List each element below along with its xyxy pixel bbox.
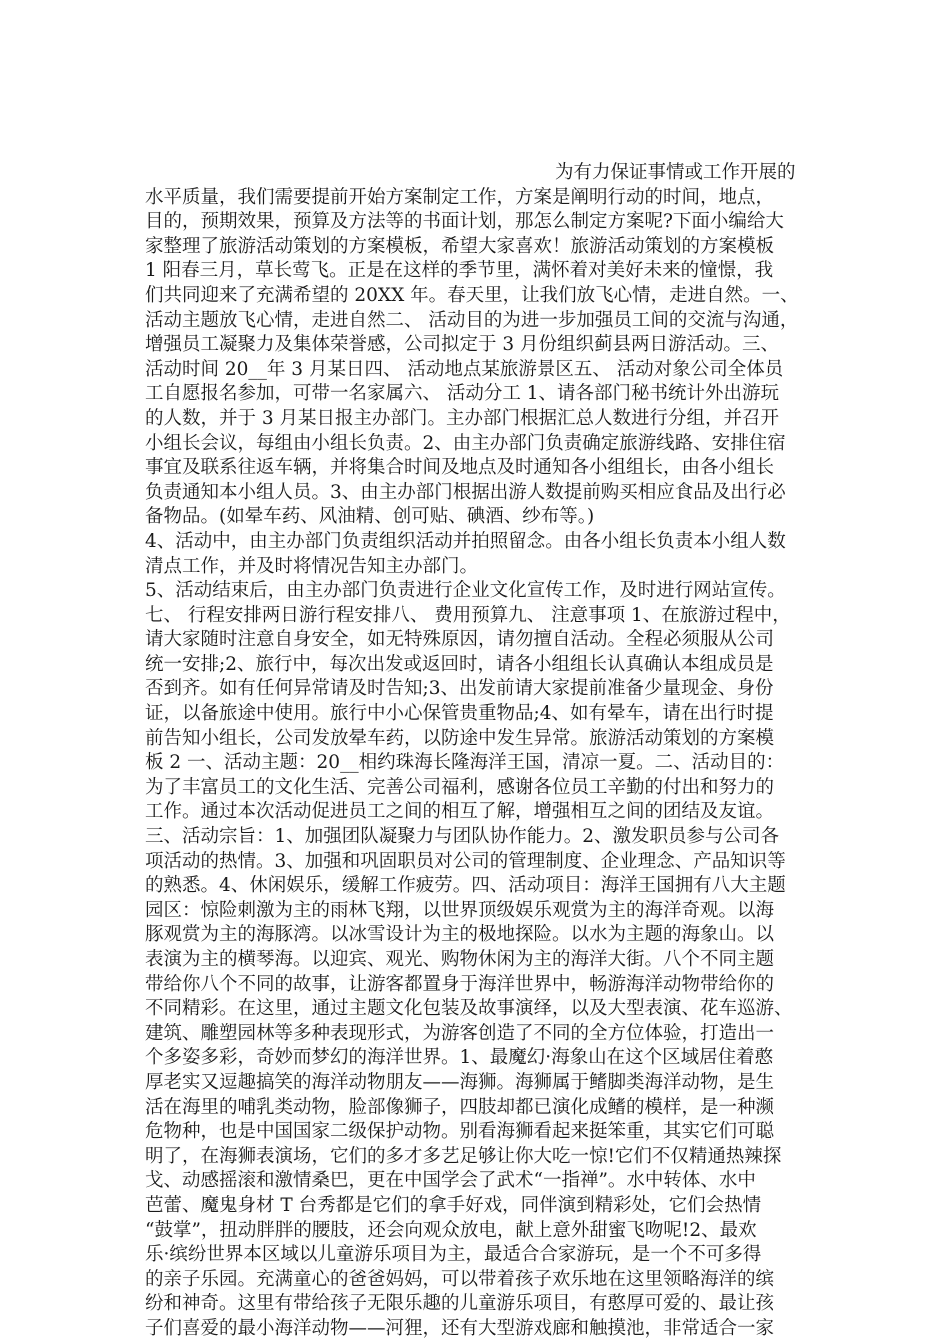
text-line: 活动主题放飞心情，走进自然二、 活动目的为进一步加强员工间的交流与沟通， [145,309,799,331]
text-line: 戈、动感摇滚和激情桑巴，更在中国学会了武术“一指禅”。水中转体、水中 [145,1170,756,1192]
text-line: 带给你八个不同的故事，让游客都置身于海洋世界中，畅游海洋动物带给你的 [145,973,775,995]
text-line: 的人数，并于 3 月某日报主办部门。主办部门根据汇总人数进行分组，并召开 [145,407,780,429]
text-line: 证，以备旅途中使用。旅行中小心保管贵重物品;4、如有晕车，请在出行时提 [145,703,774,725]
text-line: 清点工作，并及时将情况告知主办部门。 [145,555,479,577]
text-line: 备物品。(如晕车药、风油精、创可贴、碘酒、纱布等。) [145,506,595,528]
document-body [145,161,810,1342]
text-line: 增强员工凝聚力及集体荣誉感，公司拟定于 3 月份组织蓟县两日游活动。三、 [145,334,780,356]
text-line: 板 2 一、活动主题：20__相约珠海长隆海洋王国，清凉一夏。二、活动目的： [145,752,785,774]
text-line: 的亲子乐园。充满童心的爸爸妈妈，可以带着孩子欢乐地在这里领略海洋的缤 [145,1268,775,1290]
text-line: 们共同迎来了充满希望的 20XX 年。春天里，让我们放飞心情，走进自然。一、 [145,284,799,306]
text-line: 为有力保证事情或工作开展的 [555,162,796,183]
text-line: 个多姿多彩，奇妙而梦幻的海洋世界。1、最魔幻·海象山在这个区域居住着憨 [145,1047,774,1069]
text-line: 子们喜爱的最小海洋动物——河狸，还有大型游戏廊和触摸池，非常适合一家 [145,1317,775,1339]
text-line: 三、活动宗旨：1、加强团队凝聚力与团队协作能力。2、激发职员参与公司各 [145,826,780,848]
text-line: 统一安排;2、旅行中，每次出发或返回时，请各小组组长认真确认本组成员是 [145,653,774,675]
text-line: 表演为主的横琴海。以迎宾、观光、购物休闲为主的海洋大街。八个不同主题 [145,949,775,970]
text-line: 活动时间 20__年 3 月某日四、 活动地点某旅游景区五、 活动对象公司全体员 [145,358,784,380]
text-line: 工自愿报名参加，可带一名家属六、 活动分工 1、请各部门秘书统计外出游玩 [145,383,780,405]
text-line: 5、活动结束后，由主办部门负责进行企业文化宣传工作，及时进行网站宣传。 [145,580,786,602]
text-line: 前告知小组长，公司发放晕车药，以防途中发生异常。旅游活动策划的方案模 [145,727,775,749]
text-line: 1 阳春三月，草长莺飞。正是在这样的季节里，满怀着对美好未来的憧憬，我 [145,260,774,282]
text-line: 七、 行程安排两日游行程安排八、 费用预算九、 注意事项 1、在旅游过程中， [145,604,791,626]
text-line: 芭蕾、魔鬼身材 T 台秀都是它们的拿手好戏，同伴演到精彩处，它们会热情 [145,1194,762,1216]
text-line: 建筑、雕塑园林等多种表现形式，为游客创造了不同的全方位体验，打造出一 [145,1022,775,1044]
text-line: 负责通知本小组人员。3、由主办部门根据出游人数提前购买相应食品及出行必 [145,481,786,503]
text-line: 项活动的热情。3、加强和巩固职员对公司的管理制度、企业理念、产品知识等 [145,850,786,872]
text-line: 为了丰富员工的文化生活、完善公司福利，感谢各位员工辛勤的付出和努力的 [145,776,775,798]
text-line: 乐·缤纷世界本区域以儿童游乐项目为主，最适合合家游玩，是一个不可多得 [145,1244,762,1266]
text-line: 豚观赏为主的海豚湾。以冰雪设计为主的极地探险。以水为主题的海象山。以 [145,924,775,946]
text-line: “鼓掌”，扭动胖胖的腰肢，还会向观众放电，献上意外甜蜜飞吻呢!2、最欢 [145,1219,757,1241]
text-line: 厚老实又逗趣搞笑的海洋动物朋友——海狮。海狮属于鳍脚类海洋动物，是生 [145,1071,775,1093]
text-line: 请大家随时注意自身安全，如无特殊原因，请勿擅自活动。全程必须服从公司 [145,629,775,651]
text-line: 4、活动中，由主办部门负责组织活动并拍照留念。由各小组长负责本小组人数 [145,530,786,552]
text-line: 否到齐。如有任何异常请及时告知;3、出发前请大家提前准备少量现金、身份 [145,678,774,700]
text-line: 家整理了旅游活动策划的方案模板，希望大家喜欢！旅游活动策划的方案模板 [145,235,775,257]
text-line: 水平质量，我们需要提前开始方案制定工作，方案是阐明行动的时间，地点， [145,186,775,208]
text-line: 危物种，也是中国国家二级保护动物。别看海狮看起来挺笨重，其实它们可聪 [145,1121,775,1143]
text-line: 的熟悉。4、休闲娱乐，缓解工作疲劳。四、活动项目：海洋王国拥有八大主题 [145,875,786,897]
text-line: 明了，在海狮表演场，它们的多才多艺足够让你大吃一惊!它们不仅精通热辣探 [145,1145,782,1167]
text-line: 小组长会议，每组由小组长负责。2、由主办部门负责确定旅游线路、安排住宿 [145,432,786,454]
text-line: 不同精彩。在这里，通过主题文化包装及故事演绎，以及大型表演、花车巡游、 [145,998,793,1020]
text-line: 事宜及联系往返车辆，并将集合时间及地点及时通知各小组组长，由各小组长 [145,457,775,479]
text-line: 工作。通过本次活动促进员工之间的相互了解，增强相互之间的团结及友谊。 [145,801,775,823]
text-line: 纷和神奇。这里有带给孩子无限乐趣的儿童游乐项目，有憨厚可爱的、最让孩 [145,1293,775,1315]
text-line: 园区：惊险刺激为主的雨林飞翔，以世界顶级娱乐观赏为主的海洋奇观。以海 [145,899,775,921]
text-line: 活在海里的哺乳类动物，脸部像狮子，四肢却都已演化成鳍的模样，是一种濒 [145,1096,775,1118]
text-line: 目的，预期效果，预算及方法等的书面计划，那怎么制定方案呢?下面小编给大 [145,211,784,233]
